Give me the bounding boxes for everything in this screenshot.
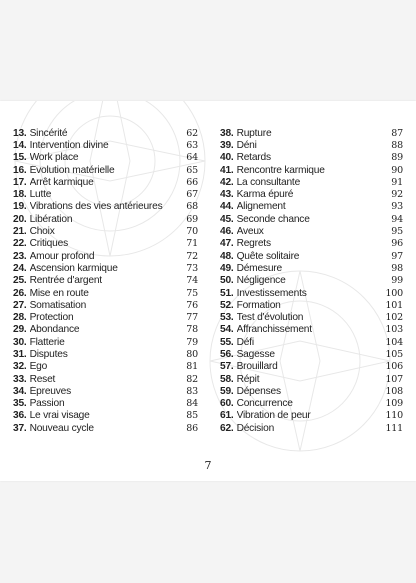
toc-entry [13, 299, 198, 311]
entry-title: Évolution matérielle [29, 164, 115, 176]
entry-number: 20. [13, 213, 27, 225]
entry-number: 57. [220, 361, 234, 373]
entry-number: 31. [13, 348, 27, 360]
entry-title: Rentrée d'argent [29, 275, 102, 287]
toc-entry [13, 275, 198, 287]
toc-entry [13, 324, 198, 336]
entry-title: La consultante [236, 176, 301, 188]
entry-number: 14. [13, 139, 27, 151]
entry-page: 74 [186, 275, 198, 287]
entry-title: Aveux [236, 226, 264, 238]
entry-title: Somatisation [29, 299, 87, 311]
entry-page: 81 [186, 361, 198, 373]
entry-number: 21. [13, 226, 27, 238]
entry-title: Dépenses [236, 385, 281, 397]
entry-page: 72 [186, 250, 198, 262]
toc-entry [13, 250, 198, 262]
toc-entry [220, 164, 403, 176]
entry-number: 32. [13, 361, 27, 373]
toc-entry [220, 127, 403, 139]
entry-title: Ascension karmique [29, 262, 118, 274]
toc-entry [220, 385, 403, 397]
entry-page: 66 [186, 176, 198, 188]
entry-title: Passion [29, 398, 65, 410]
entry-page: 87 [391, 127, 403, 139]
entry-number: 29. [13, 324, 27, 336]
entry-page: 102 [385, 312, 403, 324]
toc-entry [13, 139, 198, 151]
entry-title: Décision [236, 422, 275, 434]
entry-number: 53. [220, 312, 234, 324]
toc-entry [13, 422, 198, 434]
entry-page: 92 [391, 189, 403, 201]
entry-title: Alignement [236, 201, 286, 213]
entry-title: Protection [29, 312, 74, 324]
entry-number: 55. [220, 336, 234, 348]
entry-title: Affranchissement [236, 324, 312, 336]
book-page [0, 101, 416, 481]
entry-page: 91 [391, 176, 403, 188]
entry-title: Défi [236, 336, 254, 348]
toc-right-column [220, 127, 403, 434]
entry-number: 13. [13, 127, 27, 139]
toc-entry [220, 152, 403, 164]
page-number: 7 [204, 459, 212, 472]
entry-page: 77 [186, 312, 198, 324]
toc-entry [13, 361, 198, 373]
entry-title: Disputes [29, 348, 68, 360]
entry-title: Nouveau cycle [29, 422, 94, 434]
toc-entry [220, 225, 403, 237]
entry-number: 37. [13, 422, 27, 434]
toc-entry [220, 238, 403, 250]
toc-entry [220, 262, 403, 274]
toc-entry [220, 275, 403, 287]
entry-title: Mise en route [29, 287, 89, 299]
entry-title: Retards [236, 152, 271, 164]
toc-entry [13, 373, 198, 385]
toc-entry [13, 287, 198, 299]
entry-page: 90 [391, 164, 403, 176]
entry-title: Lutte [29, 189, 52, 201]
entry-page: 65 [186, 164, 198, 176]
entry-page: 106 [385, 361, 403, 373]
toc-entry [13, 348, 198, 360]
entry-page: 86 [186, 422, 198, 434]
toc-entry [220, 201, 403, 213]
entry-number: 60. [220, 398, 234, 410]
toc-entry [13, 188, 198, 200]
toc-entry [220, 348, 403, 360]
entry-title: Sagesse [236, 348, 275, 360]
entry-number: 49. [220, 262, 234, 274]
entry-page: 107 [385, 373, 403, 385]
entry-number: 54. [220, 324, 234, 336]
entry-page: 79 [186, 336, 198, 348]
toc-entry [13, 311, 198, 323]
entry-number: 42. [220, 176, 234, 188]
entry-page: 98 [391, 262, 403, 274]
entry-number: 27. [13, 299, 27, 311]
entry-number: 15. [13, 152, 27, 164]
entry-page: 85 [186, 410, 198, 422]
toc-left-column [13, 127, 198, 434]
toc-entry [220, 139, 403, 151]
entry-page: 73 [186, 262, 198, 274]
entry-number: 62. [220, 422, 234, 434]
toc-entry [220, 311, 403, 323]
toc-entry [220, 213, 403, 225]
entry-page: 110 [385, 410, 403, 422]
toc-entry [13, 410, 198, 422]
entry-number: 58. [220, 373, 234, 385]
entry-page: 99 [391, 275, 403, 287]
toc-entry [220, 410, 403, 422]
entry-page: 100 [385, 287, 403, 299]
entry-page: 89 [391, 152, 403, 164]
entry-number: 26. [13, 287, 27, 299]
entry-title: Choix [29, 226, 55, 238]
entry-page: 63 [186, 139, 198, 151]
toc-entry [13, 127, 198, 139]
entry-title: Seconde chance [236, 213, 310, 225]
entry-number: 22. [13, 238, 27, 250]
entry-title: Flatterie [29, 336, 65, 348]
entry-page: 80 [186, 348, 198, 360]
toc-entry [220, 336, 403, 348]
entry-number: 41. [220, 164, 234, 176]
entry-title: Quête solitaire [236, 250, 300, 262]
entry-page: 104 [385, 336, 403, 348]
entry-title: Work place [29, 152, 79, 164]
entry-number: 17. [13, 176, 27, 188]
entry-title: Le vrai visage [29, 410, 90, 422]
toc-entry [220, 287, 403, 299]
entry-number: 19. [13, 201, 27, 213]
entry-number: 46. [220, 226, 234, 238]
entry-title: Karma épuré [236, 189, 294, 201]
entry-number: 52. [220, 299, 234, 311]
toc-entry [220, 324, 403, 336]
entry-title: Démesure [236, 262, 282, 274]
entry-number: 59. [220, 385, 234, 397]
entry-number: 16. [13, 164, 27, 176]
entry-number: 30. [13, 336, 27, 348]
entry-title: Arrêt karmique [29, 176, 94, 188]
entry-number: 38. [220, 127, 234, 139]
entry-number: 36. [13, 410, 27, 422]
toc-entry [13, 385, 198, 397]
entry-title: Rupture [236, 127, 272, 139]
toc-entry [13, 201, 198, 213]
entry-title: Négligence [236, 275, 286, 287]
entry-title: Reset [29, 373, 56, 385]
toc-entry [220, 422, 403, 434]
entry-page: 111 [385, 422, 403, 434]
entry-title: Sincérité [29, 127, 68, 139]
entry-page: 67 [186, 189, 198, 201]
entry-page: 76 [186, 299, 198, 311]
entry-page: 96 [391, 238, 403, 250]
entry-page: 94 [391, 213, 403, 225]
entry-page: 78 [186, 324, 198, 336]
entry-number: 50. [220, 275, 234, 287]
entry-title: Intervention divine [29, 139, 109, 151]
toc-entry [13, 213, 198, 225]
entry-page: 83 [186, 385, 198, 397]
entry-number: 43. [220, 189, 234, 201]
entry-number: 34. [13, 385, 27, 397]
entry-title: Regrets [236, 238, 271, 250]
toc-entry [13, 225, 198, 237]
entry-number: 48. [220, 250, 234, 262]
entry-page: 108 [385, 385, 403, 397]
toc-entry [13, 164, 198, 176]
entry-title: Test d'évolution [236, 312, 304, 324]
entry-title: Critiques [29, 238, 68, 250]
toc-entry [13, 152, 198, 164]
entry-page: 71 [186, 238, 198, 250]
entry-page: 62 [186, 127, 198, 139]
toc-entry [220, 373, 403, 385]
entry-number: 23. [13, 250, 27, 262]
toc-entry [220, 299, 403, 311]
entry-number: 28. [13, 312, 27, 324]
entry-number: 47. [220, 238, 234, 250]
entry-page: 68 [186, 201, 198, 213]
entry-title: Rencontre karmique [236, 164, 325, 176]
entry-number: 61. [220, 410, 234, 422]
entry-page: 109 [385, 398, 403, 410]
entry-page: 69 [186, 213, 198, 225]
entry-page: 84 [186, 398, 198, 410]
entry-page: 103 [385, 324, 403, 336]
entry-title: Amour profond [29, 250, 95, 262]
entry-page: 64 [186, 152, 198, 164]
entry-number: 25. [13, 275, 27, 287]
entry-number: 39. [220, 139, 234, 151]
entry-title: Vibration de peur [236, 410, 311, 422]
entry-number: 51. [220, 287, 234, 299]
entry-page: 97 [391, 250, 403, 262]
entry-page: 93 [391, 201, 403, 213]
entry-title: Épreuves [29, 385, 72, 397]
entry-title: Libération [29, 213, 73, 225]
toc-entry [220, 250, 403, 262]
entry-title: Investissements [236, 287, 307, 299]
entry-number: 18. [13, 189, 27, 201]
entry-page: 101 [385, 299, 403, 311]
toc-entry [220, 188, 403, 200]
entry-title: Ego [29, 361, 48, 373]
entry-title: Déni [236, 139, 257, 151]
entry-number: 56. [220, 348, 234, 360]
toc-entry [220, 398, 403, 410]
entry-title: Vibrations des vies antérieures [29, 201, 163, 213]
entry-title: Répit [236, 373, 260, 385]
entry-title: Brouillard [236, 361, 278, 373]
entry-number: 33. [13, 373, 27, 385]
toc-entry [13, 336, 198, 348]
toc-entry [13, 398, 198, 410]
entry-page: 105 [385, 348, 403, 360]
entry-page: 95 [391, 226, 403, 238]
toc-entry [13, 238, 198, 250]
entry-title: Concurrence [236, 398, 293, 410]
entry-page: 82 [186, 373, 198, 385]
toc-entry [220, 176, 403, 188]
toc-entry [13, 262, 198, 274]
entry-number: 45. [220, 213, 234, 225]
toc-entry [220, 361, 403, 373]
entry-title: Abondance [29, 324, 80, 336]
entry-number: 44. [220, 201, 234, 213]
entry-page: 75 [186, 287, 198, 299]
entry-number: 24. [13, 262, 27, 274]
entry-title: Formation [236, 299, 281, 311]
toc-entry [13, 176, 198, 188]
entry-page: 70 [186, 226, 198, 238]
entry-number: 40. [220, 152, 234, 164]
entry-page: 88 [391, 139, 403, 151]
entry-number: 35. [13, 398, 27, 410]
